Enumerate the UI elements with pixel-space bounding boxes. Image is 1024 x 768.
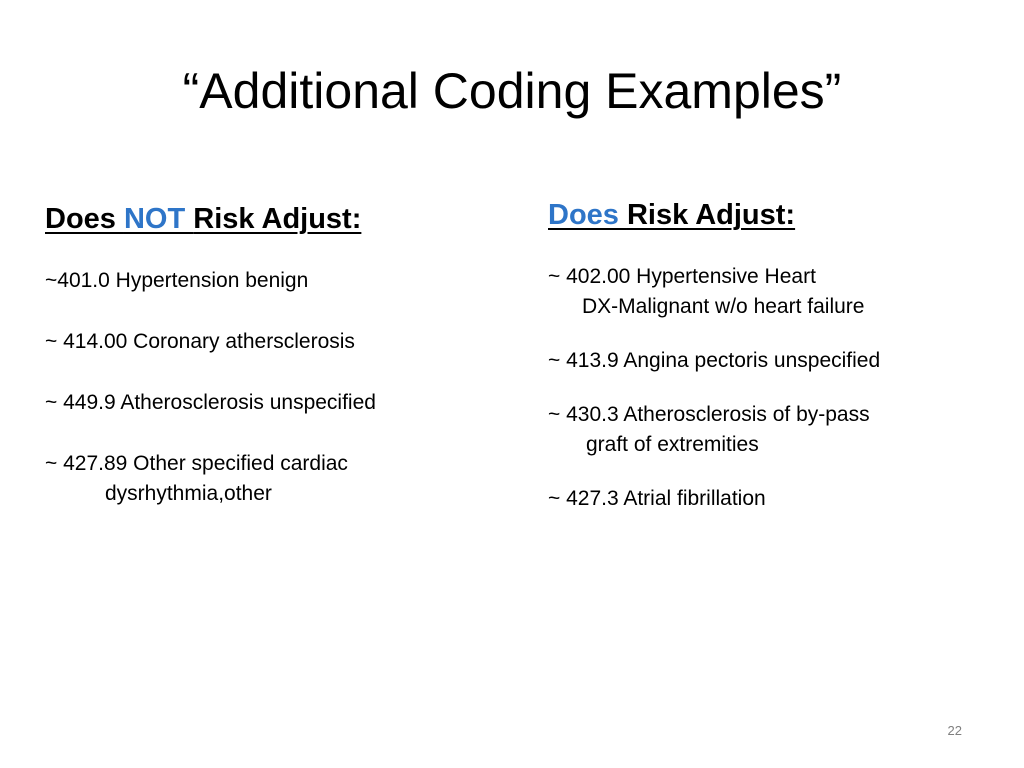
code-entry-continuation: graft of extremities (586, 433, 759, 456)
does-not-risk-adjust-column (45, 203, 495, 540)
code-entry (45, 327, 495, 357)
heading-accent-not: NOT (123, 203, 194, 235)
code-entry (45, 266, 495, 296)
slide-number: 22 (947, 723, 962, 738)
heading-post: Risk Adjust: (193, 203, 362, 235)
code-entry-text: ~ 427.89 Other specified cardiac (45, 452, 348, 475)
code-entry-continuation: DX-Malignant w/o heart failure (582, 295, 865, 318)
does-not-risk-adjust-heading (45, 203, 495, 236)
heading-pre: Does (45, 203, 124, 235)
heading-accent-does: Does (548, 199, 627, 231)
code-entry-continuation: dysrhythmia,other (105, 482, 272, 505)
slide-title: “Additional Coding Examples” (182, 63, 842, 119)
heading-post: Risk Adjust: (626, 199, 796, 231)
code-entry-text: ~ 449.9 Atherosclerosis unspecified (45, 391, 376, 414)
code-entry (548, 484, 988, 514)
does-risk-adjust-column (548, 199, 988, 538)
code-entry-text: ~ 414.00 Coronary athersclerosis (45, 330, 355, 353)
code-entry (45, 449, 495, 509)
code-entry-text: ~ 413.9 Angina pectoris unspecified (548, 349, 881, 372)
code-entry (45, 388, 495, 418)
code-entry-text: ~401.0 Hypertension benign (45, 269, 309, 292)
code-entry-text: ~ 430.3 Atherosclerosis of by-pass (548, 403, 870, 426)
code-entry (548, 346, 988, 376)
does-risk-adjust-heading (548, 199, 988, 232)
code-entry (548, 262, 988, 322)
code-entry-text: ~ 402.00 Hypertensive Heart (548, 265, 816, 288)
code-entry-text: ~ 427.3 Atrial fibrillation (548, 487, 766, 510)
code-entry (548, 400, 988, 460)
